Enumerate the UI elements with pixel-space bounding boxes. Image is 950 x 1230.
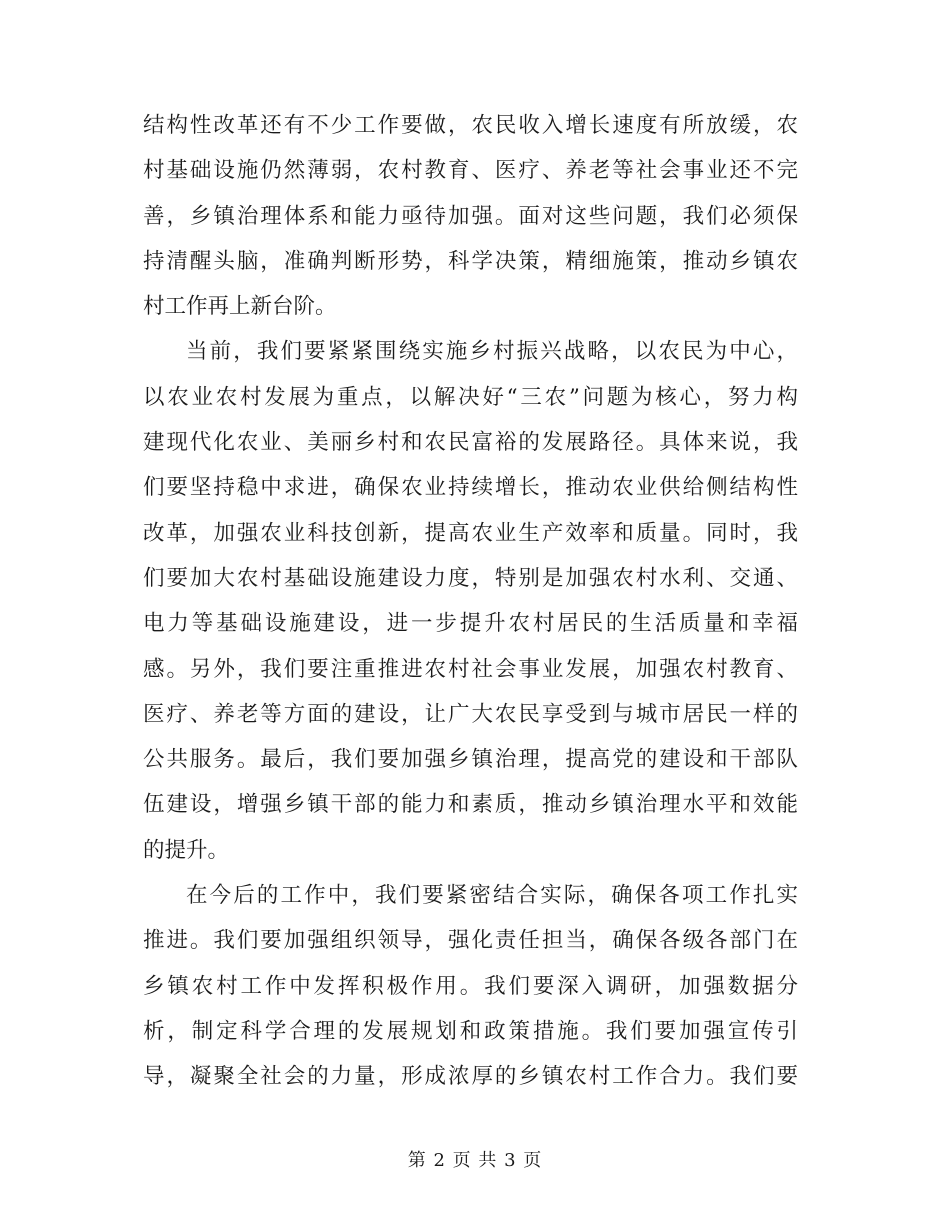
text-line: 乡镇农村工作中发挥积极作用。我们要深入调研，加强数据分 xyxy=(143,973,798,999)
text-line: 持清醒头脑，准确判断形势，科学决策，精细施策，推动乡镇农 xyxy=(143,248,798,274)
text-line: 当前，我们要紧紧围绕实施乡村振兴战略，以农民为中心， xyxy=(186,339,798,365)
text-line: 以农业农村发展为重点，以解决好“三农”问题为核心，努力构 xyxy=(143,384,798,410)
text-line: 结构性改革还有不少工作要做，农民收入增长速度有所放缓，农 xyxy=(143,113,798,138)
text-line: 感。另外，我们要注重推进农村社会事业发展，加强农村教育、 xyxy=(143,656,798,682)
text-line: 村工作再上新台阶。 xyxy=(143,294,337,320)
paragraph xyxy=(143,103,798,329)
paragraph xyxy=(143,873,798,1099)
text-line: 改革，加强农业科技创新，提高农业生产效率和质量。同时，我 xyxy=(143,520,798,546)
text-line: 医疗、养老等方面的建设，让广大农民享受到与城市居民一样的 xyxy=(143,701,798,727)
text-line: 导，凝聚全社会的力量，形成浓厚的乡镇农村工作合力。我们要 xyxy=(143,1064,798,1090)
text-line: 电力等基础设施建设，进一步提升农村居民的生活质量和幸福 xyxy=(143,611,798,637)
text-line: 伍建设，增强乡镇干部的能力和素质，推动乡镇治理水平和效能 xyxy=(143,792,798,818)
text-line: 公共服务。最后，我们要加强乡镇治理，提高党的建设和干部队 xyxy=(143,747,798,773)
text-line: 的提升。 xyxy=(143,837,230,863)
text-line: 推进。我们要加强组织领导，强化责任担当，确保各级各部门在 xyxy=(143,928,798,954)
text-line: 善，乡镇治理体系和能力亟待加强。面对这些问题，我们必须保 xyxy=(143,203,798,229)
text-line: 村基础设施仍然薄弱，农村教育、医疗、养老等社会事业还不完 xyxy=(143,158,798,184)
text-line: 们要坚持稳中求进，确保农业持续增长，推动农业供给侧结构性 xyxy=(143,475,798,501)
page-number-footer: 第 2 页 共 3 页 xyxy=(407,1150,543,1171)
document-body xyxy=(143,103,798,1100)
text-line: 们要加大农村基础设施建设力度，特别是加强农村水利、交通、 xyxy=(143,565,798,591)
text-line: 析，制定科学合理的发展规划和政策措施。我们要加强宣传引 xyxy=(143,1018,798,1044)
paragraph xyxy=(143,329,798,873)
text-line: 建现代化农业、美丽乡村和农民富裕的发展路径。具体来说，我 xyxy=(143,430,798,456)
text-line: 在今后的工作中，我们要紧密结合实际，确保各项工作扎实 xyxy=(186,883,798,909)
